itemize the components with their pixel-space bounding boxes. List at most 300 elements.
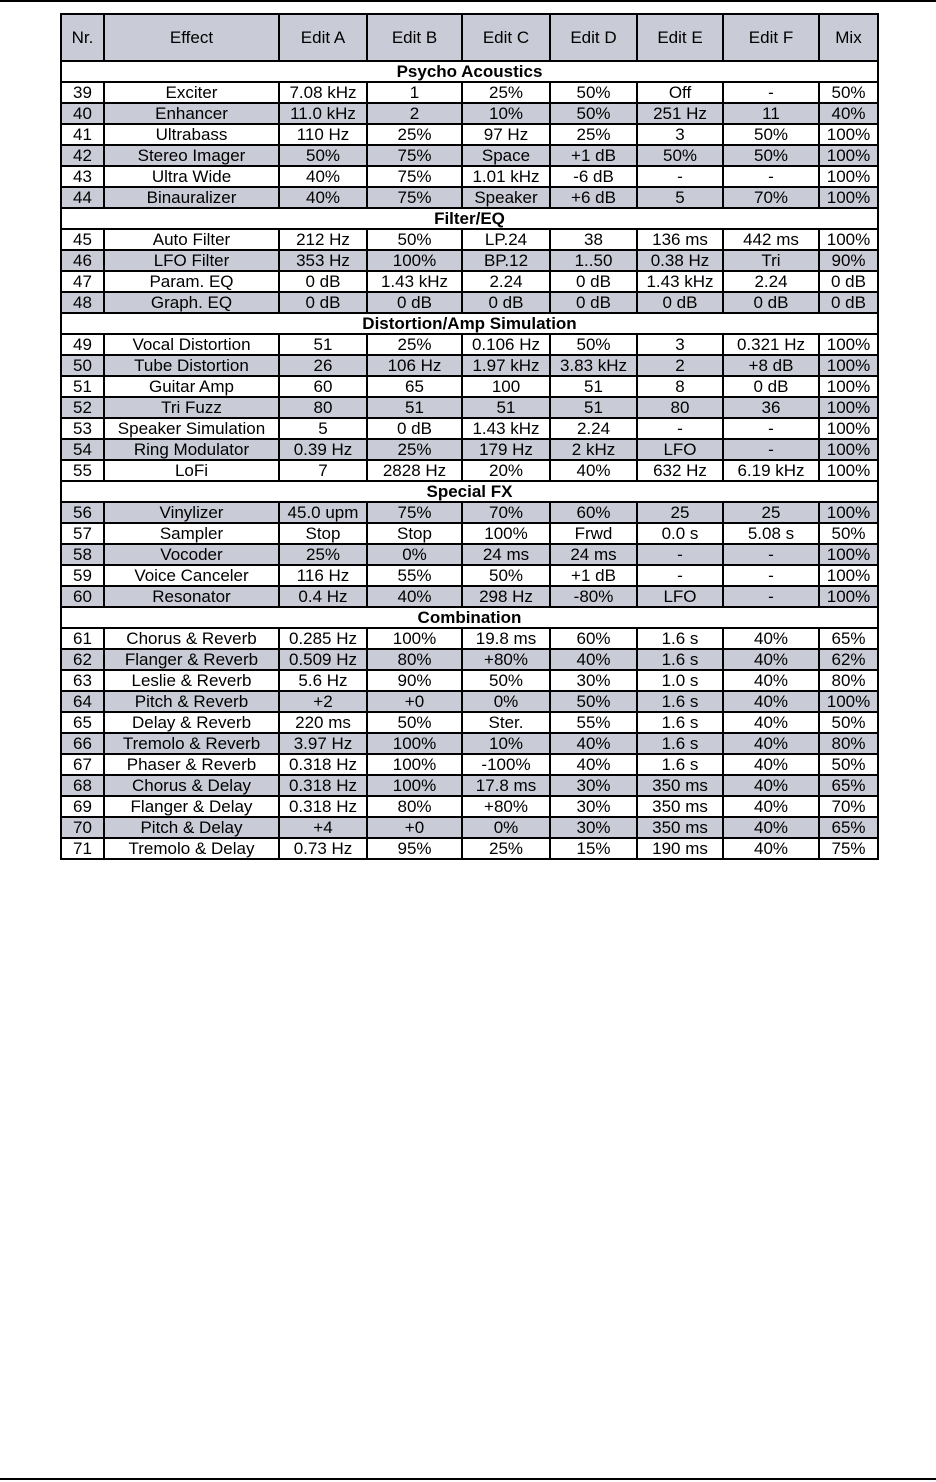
table-cell: Tri (723, 250, 819, 271)
table-cell: 5.08 s (723, 523, 819, 544)
table-cell: 50% (462, 565, 550, 586)
table-cell: 75% (367, 145, 462, 166)
section-title: Distortion/Amp Simulation (61, 313, 878, 334)
table-cell: Leslie & Reverb (104, 670, 279, 691)
table-cell: +6 dB (550, 187, 637, 208)
section-header-row (61, 208, 878, 229)
table-cell: 100% (819, 586, 878, 607)
table-row (61, 565, 878, 586)
table-cell: 50% (550, 691, 637, 712)
table-cell: 0.0 s (637, 523, 723, 544)
section-title: Psycho Acoustics (61, 61, 878, 82)
table-cell: 39 (61, 82, 104, 103)
table-cell: 42 (61, 145, 104, 166)
table-cell: 100% (819, 187, 878, 208)
table-row (61, 544, 878, 565)
table-body (61, 61, 878, 859)
table-cell: 0 dB (550, 271, 637, 292)
table-cell: 60 (61, 586, 104, 607)
table-cell: 80% (367, 796, 462, 817)
table-cell: - (723, 565, 819, 586)
table-row (61, 397, 878, 418)
table-cell: 7 (279, 460, 367, 481)
table-cell: 90% (367, 670, 462, 691)
table-cell: 100% (819, 691, 878, 712)
table-row (61, 166, 878, 187)
table-cell: 100% (819, 502, 878, 523)
table-cell: 10% (462, 733, 550, 754)
table-cell: 56 (61, 502, 104, 523)
table-cell: 251 Hz (637, 103, 723, 124)
table-cell: 10% (462, 103, 550, 124)
table-cell: 65 (367, 376, 462, 397)
table-cell: 100% (819, 418, 878, 439)
table-cell: Chorus & Delay (104, 775, 279, 796)
table-row (61, 376, 878, 397)
table-cell: 1.6 s (637, 628, 723, 649)
table-cell: 53 (61, 418, 104, 439)
column-header: Edit C (462, 14, 550, 61)
table-cell: 51 (550, 397, 637, 418)
table-cell: Param. EQ (104, 271, 279, 292)
table-row (61, 754, 878, 775)
table-cell: 52 (61, 397, 104, 418)
table-cell: 50 (61, 355, 104, 376)
table-cell: Pitch & Delay (104, 817, 279, 838)
table-cell: 3.83 kHz (550, 355, 637, 376)
table-cell: 40% (723, 628, 819, 649)
table-cell: Tube Distortion (104, 355, 279, 376)
table-cell: 0.73 Hz (279, 838, 367, 859)
table-cell: 65% (819, 628, 878, 649)
table-cell: 0 dB (723, 376, 819, 397)
table-row (61, 817, 878, 838)
table-cell: 100% (819, 229, 878, 250)
table-cell: 5.6 Hz (279, 670, 367, 691)
table-cell: Chorus & Reverb (104, 628, 279, 649)
table-cell: +0 (367, 817, 462, 838)
table-cell: 40% (550, 733, 637, 754)
table-cell: 45.0 upm (279, 502, 367, 523)
table-cell: Flanger & Reverb (104, 649, 279, 670)
table-cell: 350 ms (637, 775, 723, 796)
table-row (61, 649, 878, 670)
table-cell: 70% (462, 502, 550, 523)
table-cell: Off (637, 82, 723, 103)
table-cell: 212 Hz (279, 229, 367, 250)
table-cell: 100% (819, 145, 878, 166)
effects-parameter-table (60, 13, 879, 860)
table-cell: +2 (279, 691, 367, 712)
table-cell: 30% (550, 796, 637, 817)
table-cell: Stop (279, 523, 367, 544)
table-cell: 0% (462, 691, 550, 712)
table-cell: 19.8 ms (462, 628, 550, 649)
table-cell: 0% (462, 817, 550, 838)
table-cell: 68 (61, 775, 104, 796)
table-cell: 1.6 s (637, 754, 723, 775)
table-cell: - (637, 565, 723, 586)
table-cell: Stereo Imager (104, 145, 279, 166)
table-cell: 80 (637, 397, 723, 418)
table-cell: 75% (819, 838, 878, 859)
table-row (61, 691, 878, 712)
column-header: Edit D (550, 14, 637, 61)
table-cell: 100 (462, 376, 550, 397)
table-cell: 3 (637, 334, 723, 355)
table-cell: 350 ms (637, 817, 723, 838)
section-header-row (61, 607, 878, 628)
table-cell: 1.6 s (637, 649, 723, 670)
table-cell: 5 (637, 187, 723, 208)
table-cell: 50% (550, 82, 637, 103)
table-cell: 0.318 Hz (279, 796, 367, 817)
table-cell: 1.01 kHz (462, 166, 550, 187)
table-cell: Ster. (462, 712, 550, 733)
table-cell: 51 (462, 397, 550, 418)
table-row (61, 796, 878, 817)
table-cell: 43 (61, 166, 104, 187)
table-cell: 40% (279, 166, 367, 187)
table-cell: 0.39 Hz (279, 439, 367, 460)
table-cell: 100% (819, 439, 878, 460)
table-cell: 0.106 Hz (462, 334, 550, 355)
table-cell: 95% (367, 838, 462, 859)
table-cell: 60% (550, 628, 637, 649)
table-cell: 50% (819, 712, 878, 733)
table-cell: 100% (462, 523, 550, 544)
table-cell: - (723, 166, 819, 187)
table-cell: 25 (637, 502, 723, 523)
table-cell: Vocoder (104, 544, 279, 565)
table-cell: 25% (462, 82, 550, 103)
table-cell: +0 (367, 691, 462, 712)
table-cell: 25% (462, 838, 550, 859)
table-cell: 20% (462, 460, 550, 481)
table-cell: 70% (819, 796, 878, 817)
table-cell: 63 (61, 670, 104, 691)
table-cell: 75% (367, 502, 462, 523)
table-cell: 1.0 s (637, 670, 723, 691)
table-cell: 0 dB (637, 292, 723, 313)
section-header-row (61, 313, 878, 334)
table-cell: 25% (550, 124, 637, 145)
table-row (61, 124, 878, 145)
section-title: Combination (61, 607, 878, 628)
table-cell: 40% (550, 754, 637, 775)
table-cell: Guitar Amp (104, 376, 279, 397)
table-cell: 80% (819, 733, 878, 754)
table-cell: Pitch & Reverb (104, 691, 279, 712)
table-cell: 100% (819, 376, 878, 397)
table-cell: 71 (61, 838, 104, 859)
table-cell: 100% (819, 166, 878, 187)
table-row (61, 712, 878, 733)
table-cell: 40% (723, 733, 819, 754)
table-cell: 25% (367, 439, 462, 460)
table-cell: 50% (462, 670, 550, 691)
table-cell: 51 (550, 376, 637, 397)
table-cell: 24 ms (550, 544, 637, 565)
table-cell: 60% (550, 502, 637, 523)
table-cell: 3.97 Hz (279, 733, 367, 754)
table-row (61, 334, 878, 355)
table-row (61, 418, 878, 439)
table-cell: 41 (61, 124, 104, 145)
table-cell: 0 dB (550, 292, 637, 313)
table-cell: - (723, 82, 819, 103)
table-cell: 11.0 kHz (279, 103, 367, 124)
table-cell: 110 Hz (279, 124, 367, 145)
table-cell: 40% (723, 796, 819, 817)
table-cell: 45 (61, 229, 104, 250)
table-cell: - (723, 418, 819, 439)
table-cell: 40% (550, 649, 637, 670)
table-cell: 100% (367, 754, 462, 775)
table-cell: 40% (723, 649, 819, 670)
table-cell: Binauralizer (104, 187, 279, 208)
table-cell: 40% (279, 187, 367, 208)
table-row (61, 502, 878, 523)
section-title: Special FX (61, 481, 878, 502)
table-cell: 1.43 kHz (367, 271, 462, 292)
table-cell: +1 dB (550, 145, 637, 166)
table-cell: 36 (723, 397, 819, 418)
table-cell: 55% (550, 712, 637, 733)
column-header: Mix (819, 14, 878, 61)
table-cell: 60 (279, 376, 367, 397)
table-cell: 59 (61, 565, 104, 586)
table-cell: - (723, 586, 819, 607)
table-cell: 70% (723, 187, 819, 208)
table-cell: 0.318 Hz (279, 754, 367, 775)
table-cell: 100% (367, 775, 462, 796)
table-cell: LP.24 (462, 229, 550, 250)
table-row (61, 775, 878, 796)
table-cell: LFO Filter (104, 250, 279, 271)
table-row (61, 460, 878, 481)
table-cell: 70 (61, 817, 104, 838)
table-cell: 40% (367, 586, 462, 607)
table-cell: 2 kHz (550, 439, 637, 460)
table-cell: 50% (819, 754, 878, 775)
table-cell: LoFi (104, 460, 279, 481)
table-cell: 442 ms (723, 229, 819, 250)
table-row (61, 439, 878, 460)
table-cell: 2828 Hz (367, 460, 462, 481)
table-cell: 1.6 s (637, 691, 723, 712)
table-cell: - (723, 439, 819, 460)
table-cell: Ultra Wide (104, 166, 279, 187)
table-cell: 26 (279, 355, 367, 376)
table-cell: 632 Hz (637, 460, 723, 481)
table-row (61, 271, 878, 292)
table-cell: Speaker Simulation (104, 418, 279, 439)
table-row (61, 82, 878, 103)
table-cell: 0% (367, 544, 462, 565)
table-cell: 50% (723, 145, 819, 166)
table-cell: - (723, 544, 819, 565)
table-cell: 24 ms (462, 544, 550, 565)
table-cell: 50% (550, 103, 637, 124)
table-cell: 40% (723, 691, 819, 712)
table-cell: Auto Filter (104, 229, 279, 250)
table-cell: 100% (819, 544, 878, 565)
table-cell: 50% (550, 334, 637, 355)
bottom-rule (0, 1478, 936, 1480)
table-cell: 30% (550, 775, 637, 796)
table-cell: 6.19 kHz (723, 460, 819, 481)
column-header: Edit E (637, 14, 723, 61)
table-cell: 30% (550, 817, 637, 838)
header-row (61, 14, 878, 61)
section-header-row (61, 481, 878, 502)
table-cell: Tremolo & Reverb (104, 733, 279, 754)
table-cell: 100% (819, 460, 878, 481)
table-cell: +8 dB (723, 355, 819, 376)
table-cell: Stop (367, 523, 462, 544)
table-cell: 0.321 Hz (723, 334, 819, 355)
table-cell: Voice Canceler (104, 565, 279, 586)
table-row (61, 145, 878, 166)
table-cell: 0 dB (819, 292, 878, 313)
table-cell: 50% (819, 82, 878, 103)
table-cell: 30% (550, 670, 637, 691)
table-cell: 58 (61, 544, 104, 565)
table-cell: 25% (367, 334, 462, 355)
table-cell: 0 dB (462, 292, 550, 313)
table-cell: 50% (723, 124, 819, 145)
table-cell: Speaker (462, 187, 550, 208)
table-cell: 0.509 Hz (279, 649, 367, 670)
table-cell: 51 (61, 376, 104, 397)
table-cell: 40% (723, 775, 819, 796)
table-cell: 190 ms (637, 838, 723, 859)
table-cell: 1 (367, 82, 462, 103)
table-cell: Phaser & Reverb (104, 754, 279, 775)
table-cell: 0 dB (723, 292, 819, 313)
table-cell: 40% (723, 712, 819, 733)
table-cell: 100% (819, 124, 878, 145)
table-cell: 100% (367, 250, 462, 271)
table-cell: 100% (819, 397, 878, 418)
table-cell: 48 (61, 292, 104, 313)
table-row (61, 355, 878, 376)
table-cell: 2.24 (462, 271, 550, 292)
column-header: Edit F (723, 14, 819, 61)
table-row (61, 292, 878, 313)
table-cell: Tri Fuzz (104, 397, 279, 418)
table-cell: 353 Hz (279, 250, 367, 271)
table-cell: 220 ms (279, 712, 367, 733)
table-cell: 2 (637, 355, 723, 376)
table-header (61, 14, 878, 61)
table-cell: +1 dB (550, 565, 637, 586)
table-cell: 0 dB (819, 271, 878, 292)
table-cell: 15% (550, 838, 637, 859)
table-cell: 0.318 Hz (279, 775, 367, 796)
table-cell: Space (462, 145, 550, 166)
table-cell: 40% (723, 670, 819, 691)
table-cell: Enhancer (104, 103, 279, 124)
table-cell: +4 (279, 817, 367, 838)
table-cell: 100% (819, 565, 878, 586)
table-cell: 0 dB (367, 418, 462, 439)
table-cell: 2 (367, 103, 462, 124)
table-cell: 298 Hz (462, 586, 550, 607)
table-row (61, 670, 878, 691)
table-cell: Delay & Reverb (104, 712, 279, 733)
top-rule (0, 0, 936, 2)
table-cell: 44 (61, 187, 104, 208)
table-cell: 1..50 (550, 250, 637, 271)
table-cell: 50% (367, 712, 462, 733)
table-cell: 0.4 Hz (279, 586, 367, 607)
table-cell: 97 Hz (462, 124, 550, 145)
table-cell: 25 (723, 502, 819, 523)
table-cell: 11 (723, 103, 819, 124)
table-cell: 100% (367, 733, 462, 754)
table-cell: 25% (367, 124, 462, 145)
section-title: Filter/EQ (61, 208, 878, 229)
table-cell: 69 (61, 796, 104, 817)
table-cell: 116 Hz (279, 565, 367, 586)
table-cell: 49 (61, 334, 104, 355)
table-cell: Ring Modulator (104, 439, 279, 460)
section-header-row (61, 61, 878, 82)
table-cell: 40% (723, 817, 819, 838)
table-cell: 66 (61, 733, 104, 754)
table-cell: 50% (637, 145, 723, 166)
table-cell: 80 (279, 397, 367, 418)
table-cell: - (637, 544, 723, 565)
table-cell: 25% (279, 544, 367, 565)
table-cell: 46 (61, 250, 104, 271)
table-row (61, 628, 878, 649)
table-cell: 100% (367, 628, 462, 649)
table-row (61, 250, 878, 271)
table-cell: 65% (819, 775, 878, 796)
table-cell: -80% (550, 586, 637, 607)
table-cell: 55 (61, 460, 104, 481)
table-cell: 47 (61, 271, 104, 292)
table-cell: BP.12 (462, 250, 550, 271)
table-cell: -6 dB (550, 166, 637, 187)
table-row (61, 187, 878, 208)
table-cell: 40 (61, 103, 104, 124)
table-cell: 1.97 kHz (462, 355, 550, 376)
column-header: Effect (104, 14, 279, 61)
table-cell: 350 ms (637, 796, 723, 817)
table-cell: 64 (61, 691, 104, 712)
table-cell: 55% (367, 565, 462, 586)
table-cell: 67 (61, 754, 104, 775)
table-cell: 179 Hz (462, 439, 550, 460)
table-cell: 1.43 kHz (462, 418, 550, 439)
table-cell: 0 dB (367, 292, 462, 313)
table-cell: 54 (61, 439, 104, 460)
table-cell: +80% (462, 649, 550, 670)
table-cell: 8 (637, 376, 723, 397)
table-cell: 50% (819, 523, 878, 544)
table-cell: Graph. EQ (104, 292, 279, 313)
table-cell: 80% (367, 649, 462, 670)
table-cell: Sampler (104, 523, 279, 544)
table-cell: 0.38 Hz (637, 250, 723, 271)
table-cell: 51 (367, 397, 462, 418)
table-cell: Tremolo & Delay (104, 838, 279, 859)
table-row (61, 229, 878, 250)
